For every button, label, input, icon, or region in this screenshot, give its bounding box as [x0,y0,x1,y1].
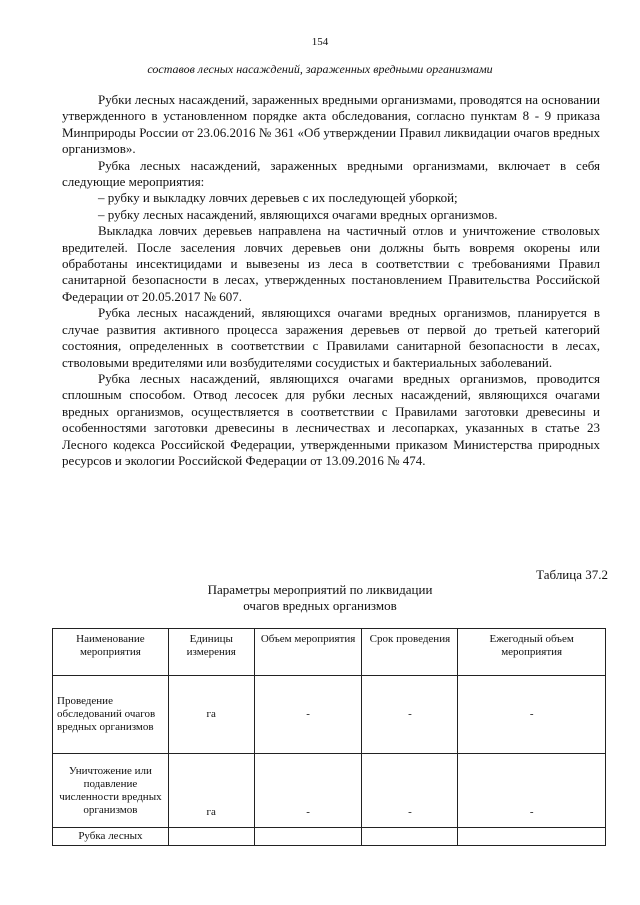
column-header: Ежегодный объем мероприятия [458,629,606,676]
table-cell: - [362,754,458,828]
list-item: – рубку лесных насаждений, являющихся очагами вредных организмов. [98,206,498,222]
body-text [62,92,600,469]
table-cell [362,828,458,846]
table-cell: - [254,754,362,828]
table-cell [254,828,362,846]
table-cell: Уничтожение или подавление численности вредных организмов [53,754,169,828]
table-title-line: очагов вредных организмов [243,598,397,613]
table-cell: га [168,754,254,828]
table-label: Таблица 37.2 [536,567,608,582]
table-title [0,582,640,614]
table-cell: га [168,676,254,754]
list-item: – рубку и выкладку ловчих деревьев с их последующей уборкой; [98,190,458,206]
paragraph: Рубка лесных насаждений, являющихся очагами вредных организмов, планируется в случае развития активного процесса заражения деревьев от первой до третьей категорий состояния, определенных в соответствии с Правилами санитарной безопасности в лесах, стволовыми вредителями или возбудителями сосудистых и бактериальных заболеваний. [62,305,600,370]
table-row [53,676,606,754]
table-cell: - [254,676,362,754]
paragraph: Рубка лесных насаждений, зараженных вредными организмами, включает в себя следующие мероприятия: [62,157,600,190]
table-cell: Рубка лесных [53,828,169,846]
column-header: Объем мероприятия [254,629,362,676]
page-number: 154 [311,36,329,48]
column-header: Срок проведения [362,629,458,676]
paragraph: Выкладка ловчих деревьев направлена на частичный отлов и уничтожение стволовых вредителей. После заселения ловчих деревьев они должны быть вовремя окорены или обработаны инсектицидами и вывезены из леса в соответствии с требованиями Правил санитарной безопасности в лесах, утвержденных постановлением Правительства Российской Федерации от 20.05.2017 № 607. [62,223,600,304]
table-cell [168,828,254,846]
table-cell [458,828,606,846]
table-header-row [53,629,606,676]
table-cell: Проведение обследований очагов вредных организмов [53,676,169,754]
table-title-line: Параметры мероприятий по ликвидации [207,582,433,597]
paragraph: Рубки лесных насаждений, зараженных вредными организмами, проводятся на основании утвержденного в установленном порядке акта обследования, согласно пунктам 8 - 9 приказа Минприроды России от 23.06.2016 № 361 «Об утверждении Правил ликвидации очагов вредных организмов». [62,92,600,157]
table-cell: - [362,676,458,754]
parameters-table [52,628,606,846]
section-subtitle: составов лесных насаждений, зараженных вредными организмами [147,62,493,76]
table-cell: - [458,754,606,828]
table-row [53,754,606,828]
column-header: Наименование мероприятия [53,629,169,676]
table-cell: - [458,676,606,754]
table-row [53,828,606,846]
column-header: Единицы измерения [168,629,254,676]
paragraph: Рубка лесных насаждений, являющихся очагами вредных организмов, проводится сплошным способом. Отвод лесосек для рубки лесных насаждений, являющихся очагами вредных организмов, осуществляется в соответствии с Правилами заготовки древесины и особенностями заготовки древесины в лесничествах и лесопарках, указанных в статье 23 Лесного кодекса Российской Федерации, утвержденными приказом Министерства природных ресурсов и экологии Российской Федерации от 13.09.2016 № 474. [62,370,600,468]
